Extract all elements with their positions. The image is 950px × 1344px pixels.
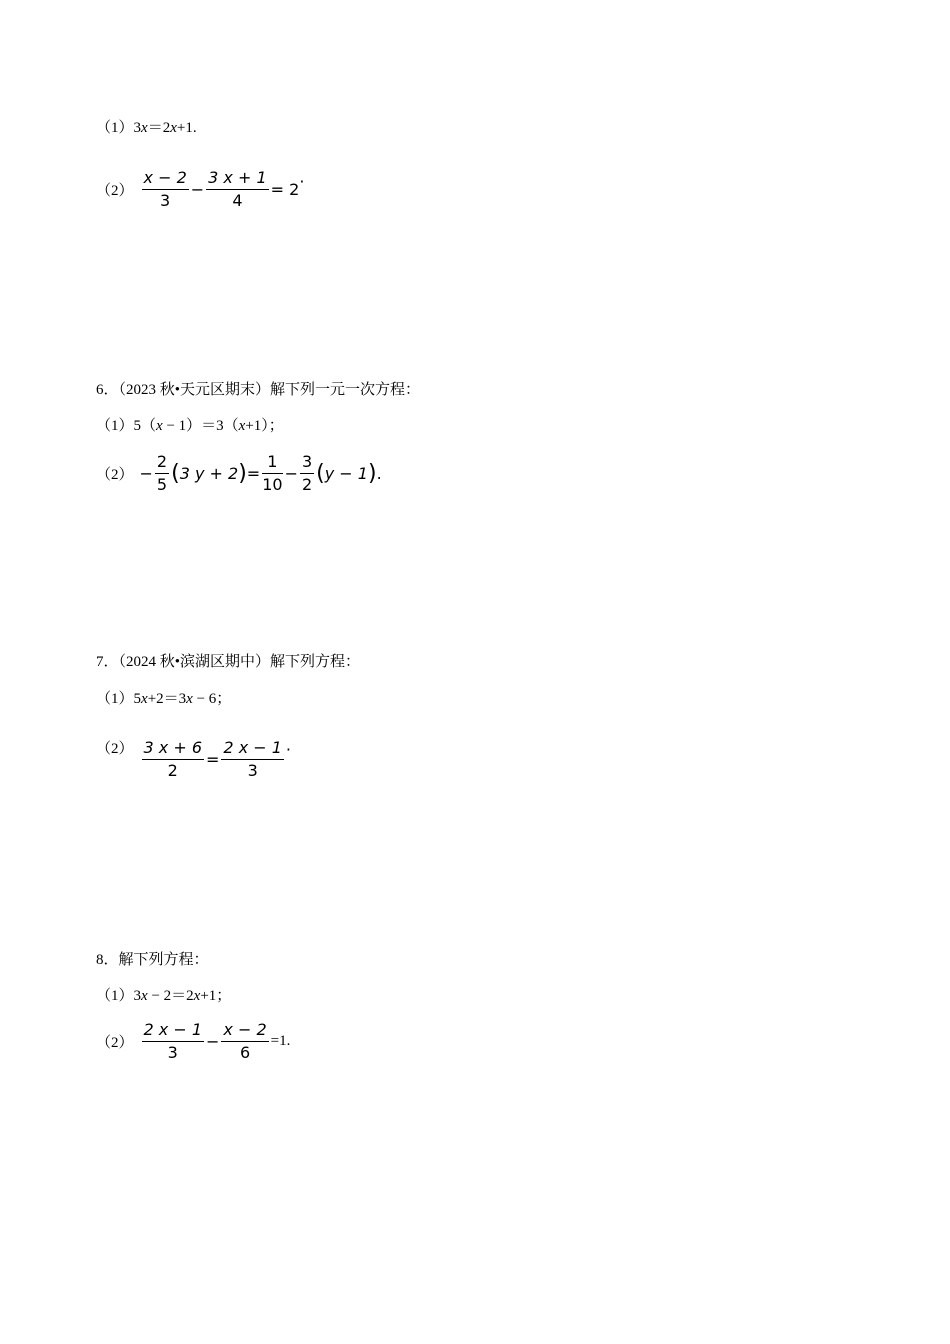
q8-part2: （2） $\frac{2 x - 1}{3}$ − $\frac{x - 2}{6}$ =1. (96, 1020, 291, 1062)
q8-header: 8．解下列方程： (96, 952, 209, 968)
part-label: （1） (96, 691, 134, 707)
q7-part1: （1）5x+2＝3x − 6； (96, 691, 232, 707)
part-label: （2） (96, 741, 134, 757)
fraction: $\frac{1}{10}$ (262, 452, 283, 494)
fraction: $\frac{x - 2}{3}$ (143, 168, 187, 210)
part-label: （2） (96, 467, 134, 483)
fraction: $\frac{2 x - 1}{3}$ (223, 738, 282, 780)
fraction: $\frac{2}{5}$ (156, 452, 168, 494)
q5-part1: （1）3x＝2x+1. (96, 120, 197, 136)
fraction: $\frac{2 x - 1}{3}$ (143, 1020, 203, 1062)
q6-part1: （1）5（x − 1）＝3（x+1）； (96, 418, 284, 434)
part-label: （2） (96, 1035, 134, 1051)
fraction: $\frac{3 x + 1}{4}$ (208, 168, 267, 210)
part-label: （1） (96, 988, 134, 1004)
q7-part2: （2） $\frac{3 x + 6}{2}$ = $\frac{2 x - 1}{3}$ · (96, 738, 292, 780)
q6-part2: （2） − $\frac{2}{5}$ ( 3 y + 2 ) = $\frac{1}{10}$ − $\frac{3}{2}$ ( y − 1 ) . (96, 452, 382, 494)
fraction: $\frac{3 x + 6}{2}$ (143, 738, 203, 780)
q5-part2: （2） $\frac{x - 2}{3}$ − $\frac{3 x + 1}{4}$ = 2 · (96, 168, 305, 210)
q6-header: 6．（2023 秋•天元区期末）解下列一元一次方程： (96, 382, 421, 398)
q7-header: 7．（2024 秋•滨湖区期中）解下列方程： (96, 654, 361, 670)
fraction: $\frac{x - 2}{6}$ (223, 1020, 267, 1062)
part-label: （1） (96, 418, 134, 434)
fraction: $\frac{3}{2}$ (301, 452, 313, 494)
part-label: （1） (96, 120, 134, 136)
part-label: （2） (96, 183, 134, 199)
q8-part1: （1）3x − 2＝2x+1； (96, 988, 232, 1004)
